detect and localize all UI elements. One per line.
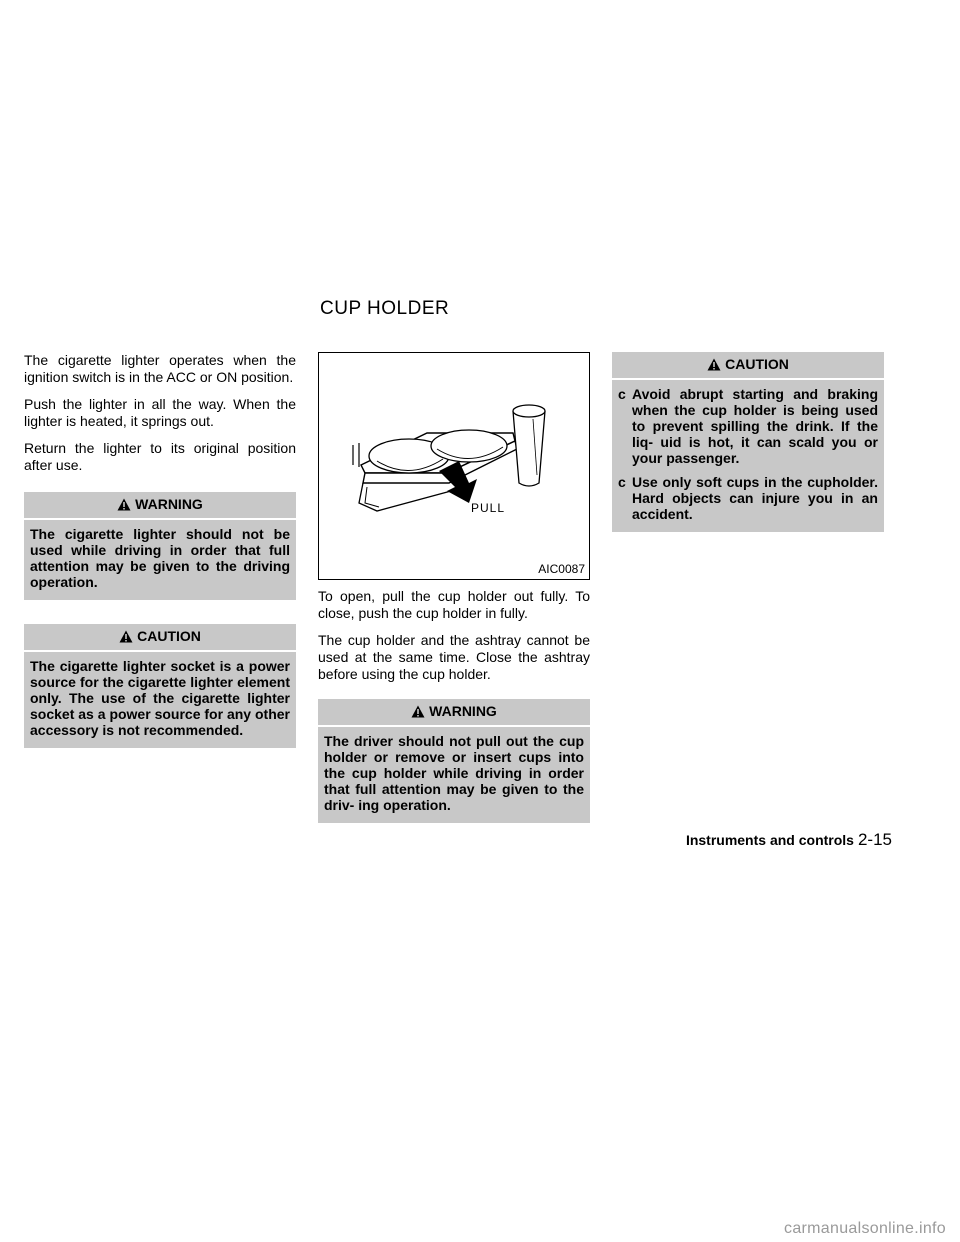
warning-triangle-icon	[707, 358, 721, 374]
warning-box	[318, 699, 590, 823]
caution-item-text: Avoid abrupt starting and braking when the cup holder is being used to prevent spilling the drink. If the liq- uid is hot, it can scald you or your passenger.	[632, 386, 878, 466]
body-paragraph: The cigarette lighter operates when the ignition switch is in the ACC or ON position.	[24, 352, 296, 385]
caution-heading: CAUTION	[137, 628, 201, 644]
warning-heading: WARNING	[429, 703, 497, 719]
body-paragraph: To open, pull the cup holder out fully. To close, push the cup holder in fully.	[318, 588, 590, 621]
caution-item-text: Use only soft cups in the cupholder. Hard objects can injure you in an accident.	[632, 474, 878, 522]
body-paragraph: Push the lighter in all the way. When the lighter is heated, it springs out.	[24, 396, 296, 429]
warning-text: The driver should not pull out the cup holder or remove or insert cups into the cup holder while driving in order that full attention may be given to the driv- ing operation.	[324, 733, 584, 813]
figure-code: AIC0087	[538, 562, 585, 576]
warning-triangle-icon	[411, 705, 425, 721]
body-paragraph: Return the lighter to its original position after use.	[24, 440, 296, 473]
page-number: 2-15	[857, 830, 892, 849]
bullet-icon: c	[618, 386, 626, 402]
warning-text: The cigarette lighter should not be used while driving in order that full attention may be given to the driving operation.	[30, 526, 290, 590]
caution-list-item	[618, 474, 878, 522]
caution-header	[618, 356, 878, 372]
page-footer	[612, 830, 892, 850]
caution-heading: CAUTION	[725, 356, 789, 372]
watermark: carmanualsonline.info	[784, 1220, 946, 1237]
section-title: CUP HOLDER	[320, 298, 450, 319]
warning-heading: WARNING	[135, 496, 203, 512]
warning-triangle-icon	[119, 630, 133, 646]
column-left	[24, 352, 296, 772]
pull-label: PULL	[471, 501, 506, 515]
warning-header	[30, 496, 290, 512]
notice-divider	[24, 518, 296, 520]
column-middle	[318, 352, 590, 847]
notice-divider	[318, 725, 590, 727]
caution-header	[30, 628, 290, 644]
cup-holder-figure	[318, 352, 590, 580]
caution-box	[24, 624, 296, 748]
warning-box	[24, 492, 296, 600]
cup-holder-illustration	[319, 353, 589, 579]
warning-header	[324, 703, 584, 719]
footer-section-name: Instruments and controls	[685, 832, 854, 848]
caution-text: The cigarette lighter socket is a power source for the cigarette lighter element only. The use of the cigarette lighter socket as a power source for any other accessory is not recommended.	[30, 658, 290, 738]
caution-box	[612, 352, 884, 532]
caution-list-item	[618, 386, 878, 466]
column-right	[612, 352, 884, 556]
warning-triangle-icon	[117, 498, 131, 514]
bullet-icon: c	[618, 474, 626, 490]
notice-divider	[612, 378, 884, 380]
notice-divider	[24, 650, 296, 652]
caution-list	[618, 386, 878, 522]
body-paragraph: The cup holder and the ashtray cannot be used at the same time. Close the ashtray before using the cup holder.	[318, 632, 590, 682]
